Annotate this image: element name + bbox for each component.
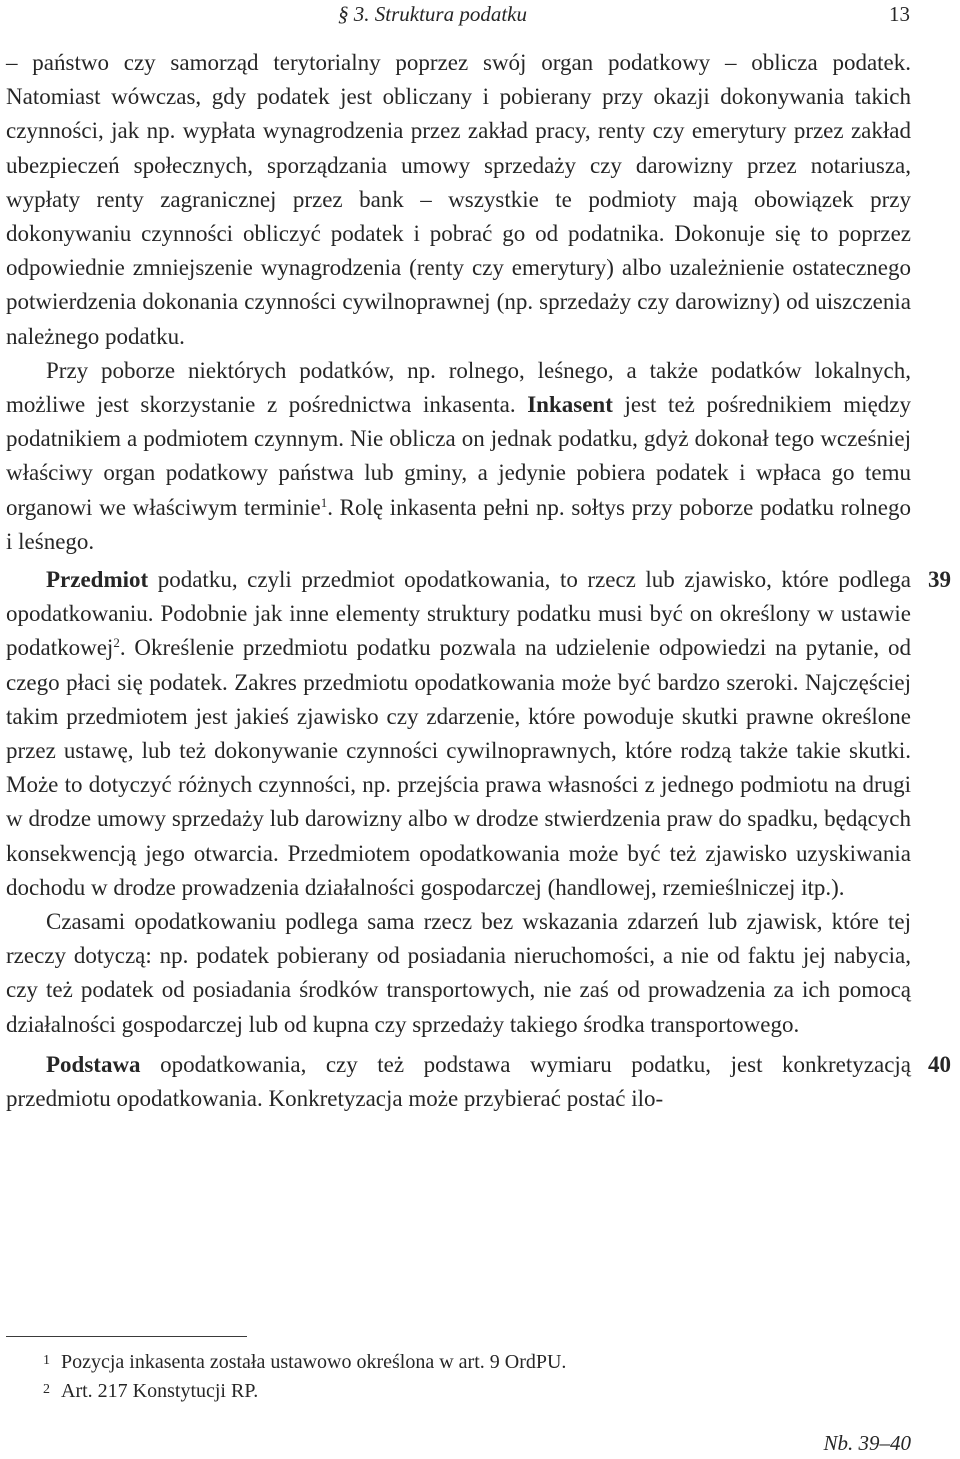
bold-term: Inkasent	[527, 392, 613, 418]
bold-term: Podstawa	[46, 1051, 141, 1077]
text-run: . Określenie przedmiotu podatku pozwala na udzielenie odpowiedzi na pytanie, od czego płaci się podatek. Zakres przedmiotu opodatkowania może być bardzo szeroki. Najczęściej takim przedmiotem jest jakieś zjawisko czy zdarzenie, które powoduje skutki prawne określone przez ustawę, lub też dokonywanie czynności cywilnoprawnych, które rodzą także takie skutki. Może to dotyczyć różnych czynności, np. przejścia prawa własności z jednego podmiotu na drugi w drodze umowy sprzedaży lub darowizny albo w drodze stwierdzenia praw do spadku, będących konsekwencją jego otwarcia. Przedmiotem opodatkowania może być też zjawisko uzyskiwania dochodu w drodze prowadzenia działalności gospodarczej (handlowej, rzemieślniczej itp.).	[6, 635, 911, 900]
text-run: Przy poborze niektórych podatków, np. rolnego, leśnego, a także podatków lokalnych, możliwe jest skorzystanie z pośrednictwa inkasenta.	[6, 357, 911, 418]
footnote-ref: 2	[113, 635, 120, 651]
footnote-divider	[6, 1336, 247, 1337]
text-run: podatku, czyli przedmiot opodatkowania, to rzecz lub zjawisko, które podlega opodatkowaniu. Podobnie jak inne elementy struktury podatku musi być on określony w ustawie podatkowej	[6, 567, 911, 661]
margin-number-40: 40	[928, 1051, 951, 1077]
bold-term: Przedmiot	[46, 567, 149, 593]
marginal-reference: Nb. 39–40	[823, 1431, 911, 1455]
paragraph-3	[6, 563, 951, 905]
footnote-1	[6, 1348, 911, 1377]
body-text	[6, 46, 951, 1116]
page-header	[0, 0, 960, 34]
footnote-number: 2	[43, 1382, 50, 1397]
footnotes	[6, 1348, 911, 1406]
footnote-text: Pozycja inkasenta została ustawowo określona w art. 9 OrdPU.	[61, 1351, 567, 1373]
footnote-text: Art. 217 Konstytucji RP.	[61, 1380, 259, 1402]
page-number: 13	[889, 2, 910, 26]
text-run: – państwo czy samorząd terytorialny poprzez swój organ podatkowy – oblicza podatek. Natomiast wówczas, gdy podatek jest obliczany i pobierany przy okazji dokonywania takich czynności, jak np. wypłata wynagrodzenia przez zakład pracy, renty czy emerytury przez zakład ubezpieczeń społecznych, sporządzania umowy sprzedaży czy darowizny przez notariusza, wypłaty renty zagranicznej przez bank – wszystkie te podmioty mają obowiązek przy dokonywaniu czynności obliczyć podatek i pobrać go od podatnika. Dokonuje się to poprzez odpowiednie zmniejszenie wynagrodzenia (renty czy emerytury) albo uzależnienie ostatecznego potwierdzenia dokonania czynności cywilnoprawnej (np. sprzedaży czy darowizny) od uiszczenia należnego podatku.	[6, 50, 911, 349]
paragraph-4	[6, 905, 911, 1042]
text-run: jest też pośrednikiem między podatnikiem a podmiotem czynnym. Nie oblicza on jednak podatku, gdyż dokonał tego wcześniej właściwy organ podatkowy państwa lub gminy, a jedynie pobiera podatek i wpłaca go temu organowi we właściwym terminie	[6, 392, 911, 520]
footnote-number: 1	[43, 1353, 50, 1368]
text-run: . Rolę inkasenta pełni np. sołtys przy poborze podatku rolnego i leśnego.	[6, 494, 911, 554]
footnote-2	[6, 1377, 911, 1406]
paragraph-2	[6, 354, 911, 559]
running-head: § 3. Struktura podatku	[338, 2, 527, 26]
text-run: opodatkowania, czy też podstawa wymiaru podatku, jest konkretyzacją przedmiotu opodatkowania. Konkretyzacja może przybierać postać ilo-	[6, 1051, 911, 1112]
paragraph-5	[6, 1048, 951, 1116]
text-run: Czasami opodatkowaniu podlega sama rzecz bez wskazania zdarzeń lub zjawisk, które tej rzeczy dotyczą: np. podatek pobierany od posiadania nieruchomości, a nie od faktu jej nabycia, czy też podatek od posiadania środków transportowych, nie zaś od prowadzenia za ich pomocą działalności gospodarczej lub od kupna czy sprzedaży takiego środka transportowego.	[6, 909, 911, 1037]
footnote-ref: 1	[320, 494, 328, 510]
paragraph-1	[6, 46, 911, 354]
margin-number-39: 39	[928, 567, 951, 593]
